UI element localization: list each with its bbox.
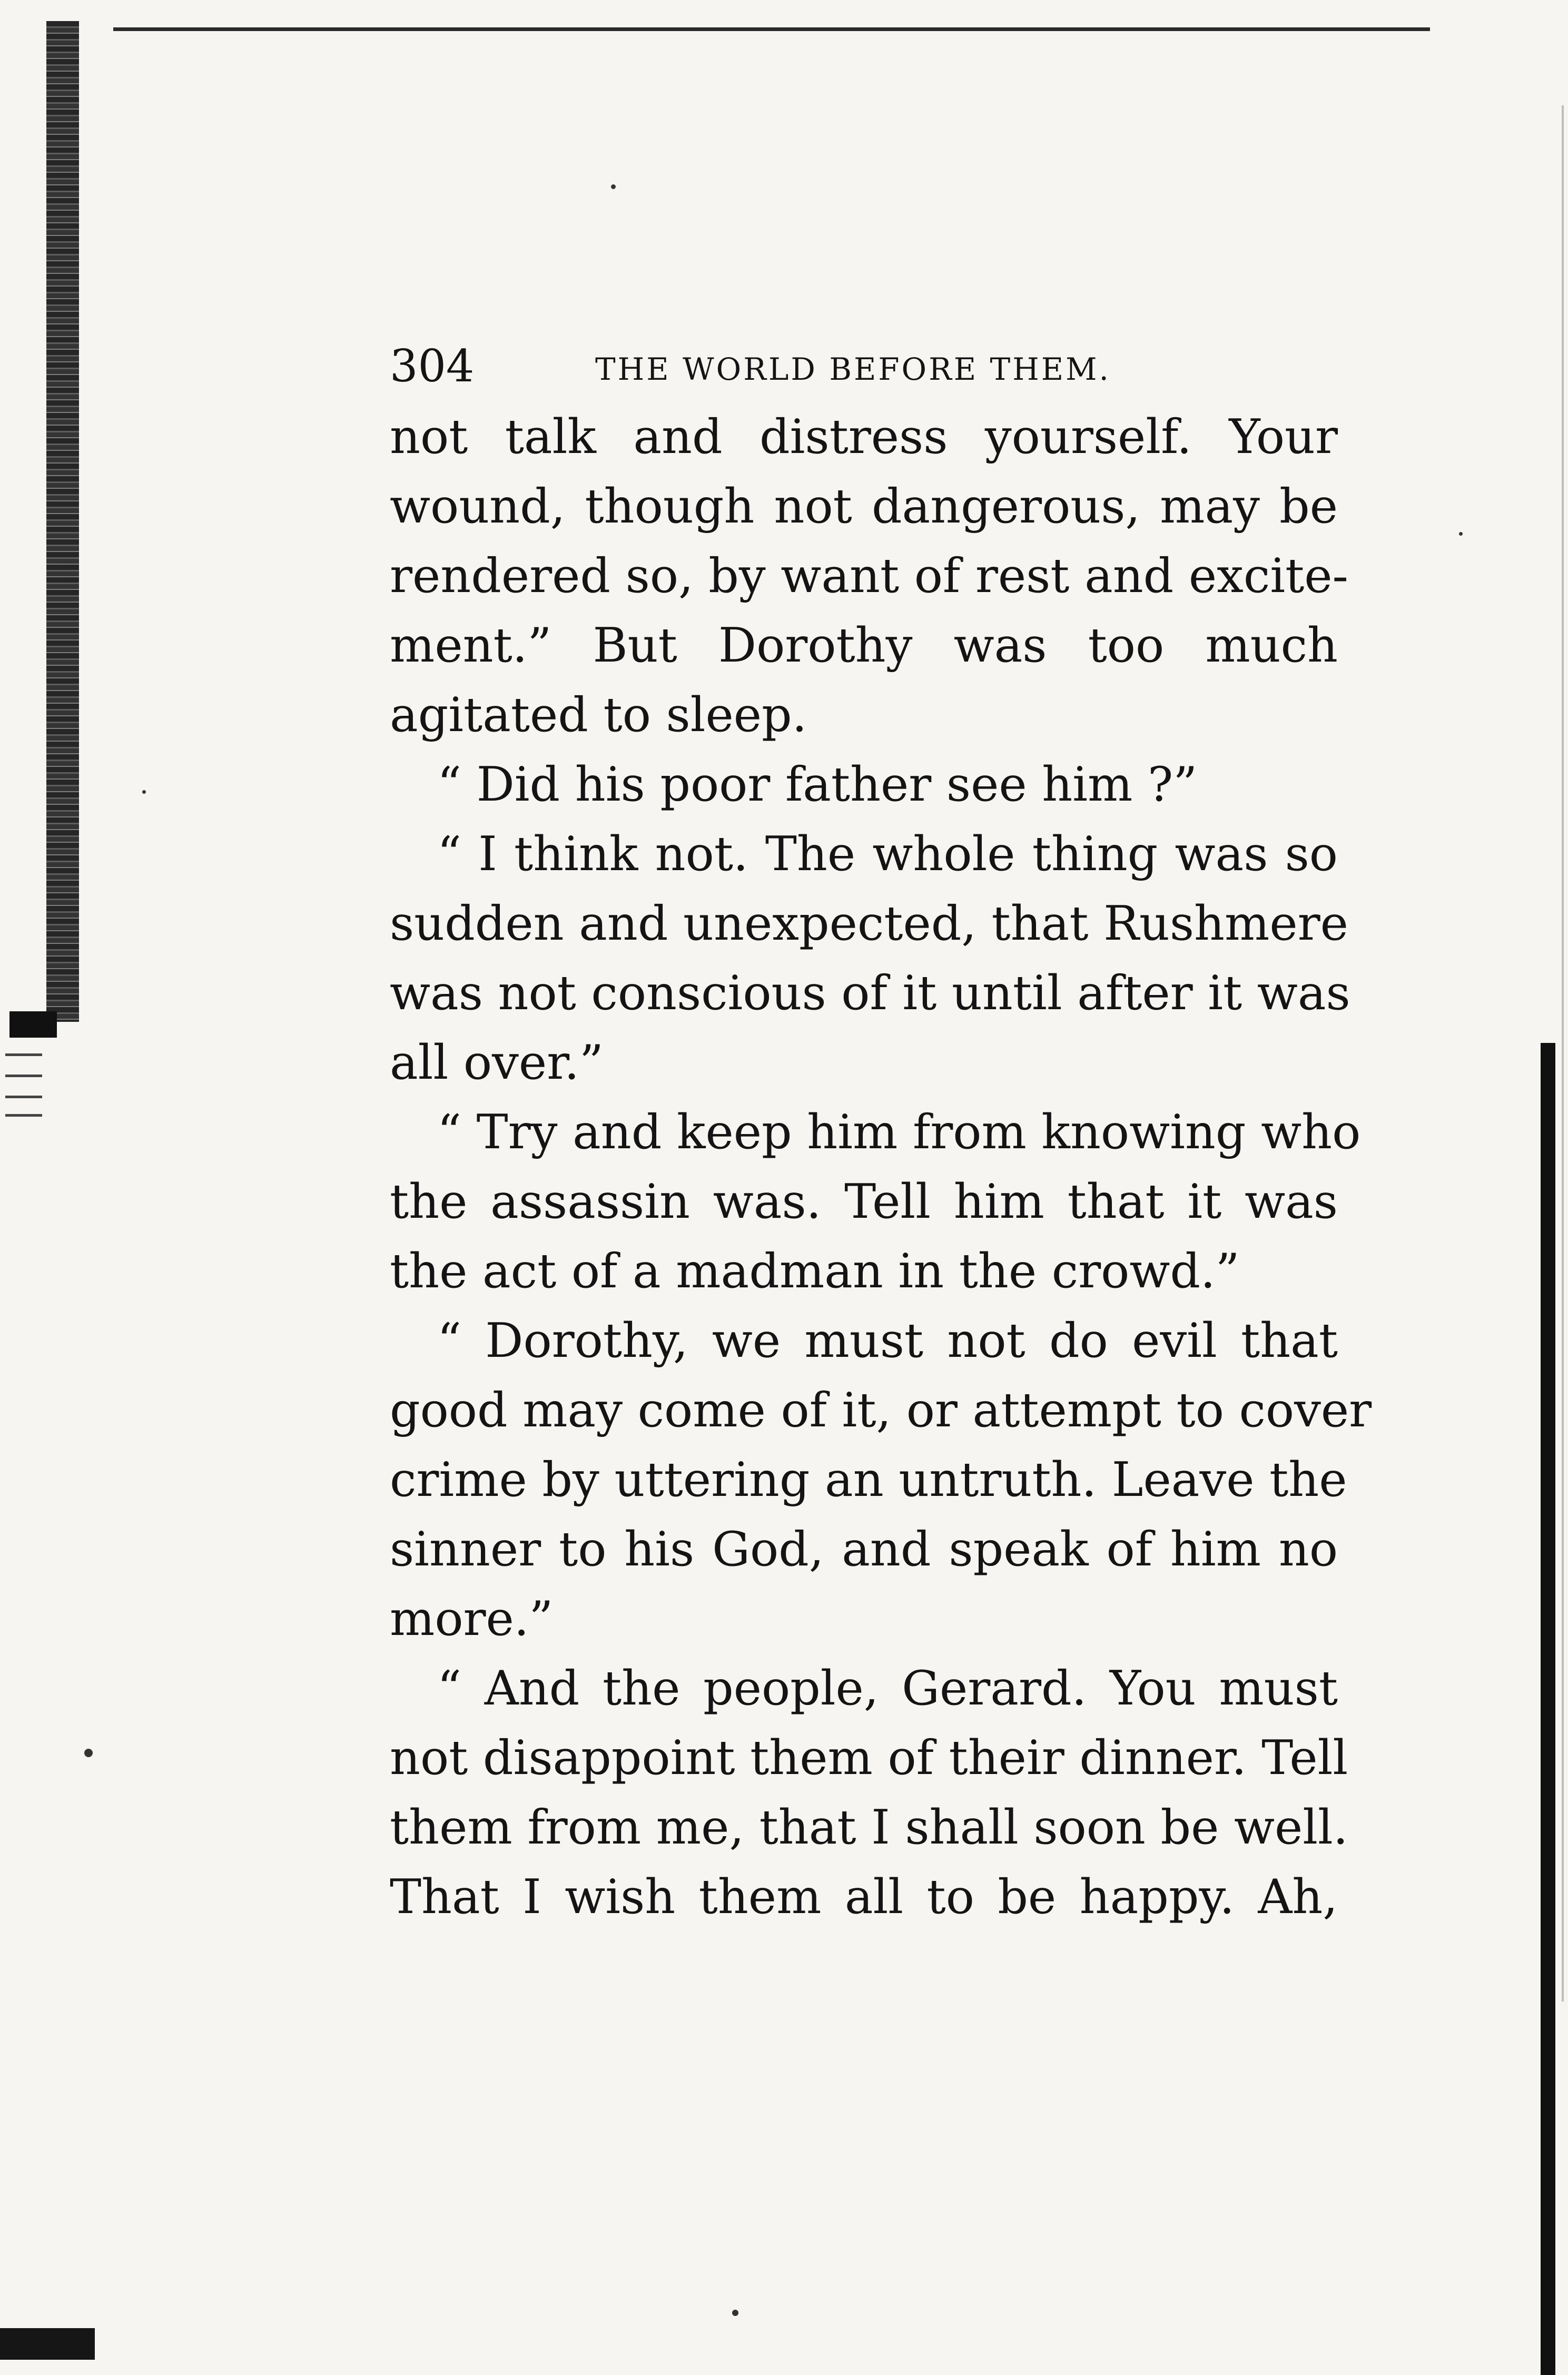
paragraph: [390, 1306, 1372, 1654]
text-line: wound, though not dangerous, may be: [390, 479, 1338, 534]
binding-shadow: [46, 21, 79, 1022]
text-line: more.”: [390, 1591, 554, 1647]
text-line: sinner to his God, and speak of him no: [390, 1522, 1338, 1577]
binding-foot: [0, 2328, 95, 2360]
binding-mark: [9, 1011, 57, 1038]
page-number: 304: [390, 340, 475, 392]
scan-speck: [142, 790, 146, 794]
paragraph: [390, 402, 1348, 750]
text-line: the act of a madman in the crowd.”: [390, 1244, 1240, 1299]
running-head: [390, 337, 1338, 395]
text-line: all over.”: [390, 1035, 604, 1090]
text-line: “ Did his poor father see him ?”: [437, 757, 1198, 812]
scan-speck: [732, 2310, 738, 2316]
text-line: them from me, that I shall soon be well.: [390, 1800, 1348, 1855]
paragraph: [390, 750, 1338, 820]
book-page: [390, 337, 1372, 1932]
text-line: crime by uttering an untruth. Leave the: [390, 1452, 1347, 1507]
binding-tick: [5, 1053, 42, 1056]
paragraph: [390, 1654, 1348, 1932]
right-page-shadow: [1562, 105, 1564, 2002]
text-line: the assassin was. Tell him that it was: [390, 1174, 1338, 1229]
left-binding-edge: [0, 0, 90, 2375]
text-line: “ Try and keep him from knowing who: [437, 1105, 1361, 1160]
scan-speck: [84, 1749, 93, 1757]
binding-tick: [5, 1114, 42, 1117]
text-line: “ Dorothy, we must not do evil that: [437, 1313, 1338, 1368]
text-line: not talk and distress yourself. Your: [390, 409, 1338, 465]
binding-tick: [5, 1096, 42, 1098]
scan-speck: [611, 184, 616, 189]
text-line: not disappoint them of their dinner. Tell: [390, 1730, 1348, 1786]
text-line: ment.” But Dorothy was too much: [390, 618, 1338, 673]
body-text: [390, 402, 1372, 1932]
right-page-edge: [1541, 1043, 1555, 2375]
scan-speck: [1459, 532, 1463, 536]
text-line: good may come of it, or attempt to cover: [390, 1383, 1372, 1438]
binding-tick: [5, 1075, 42, 1077]
text-line: rendered so, by want of rest and excite-: [390, 548, 1348, 604]
text-line: That I wish them all to be happy. Ah,: [390, 1869, 1338, 1925]
text-line: agitated to sleep.: [390, 687, 807, 743]
top-rule: [113, 27, 1430, 31]
running-title: THE WORLD BEFORE THEM.: [595, 351, 1111, 387]
paragraph: [390, 820, 1350, 1098]
paragraph: [390, 1098, 1361, 1306]
text-line: sudden and unexpected, that Rushmere: [390, 896, 1348, 951]
text-line: “ And the people, Gerard. You must: [437, 1661, 1338, 1716]
text-line: was not conscious of it until after it was: [390, 965, 1350, 1021]
text-line: “ I think not. The whole thing was so: [437, 826, 1338, 882]
